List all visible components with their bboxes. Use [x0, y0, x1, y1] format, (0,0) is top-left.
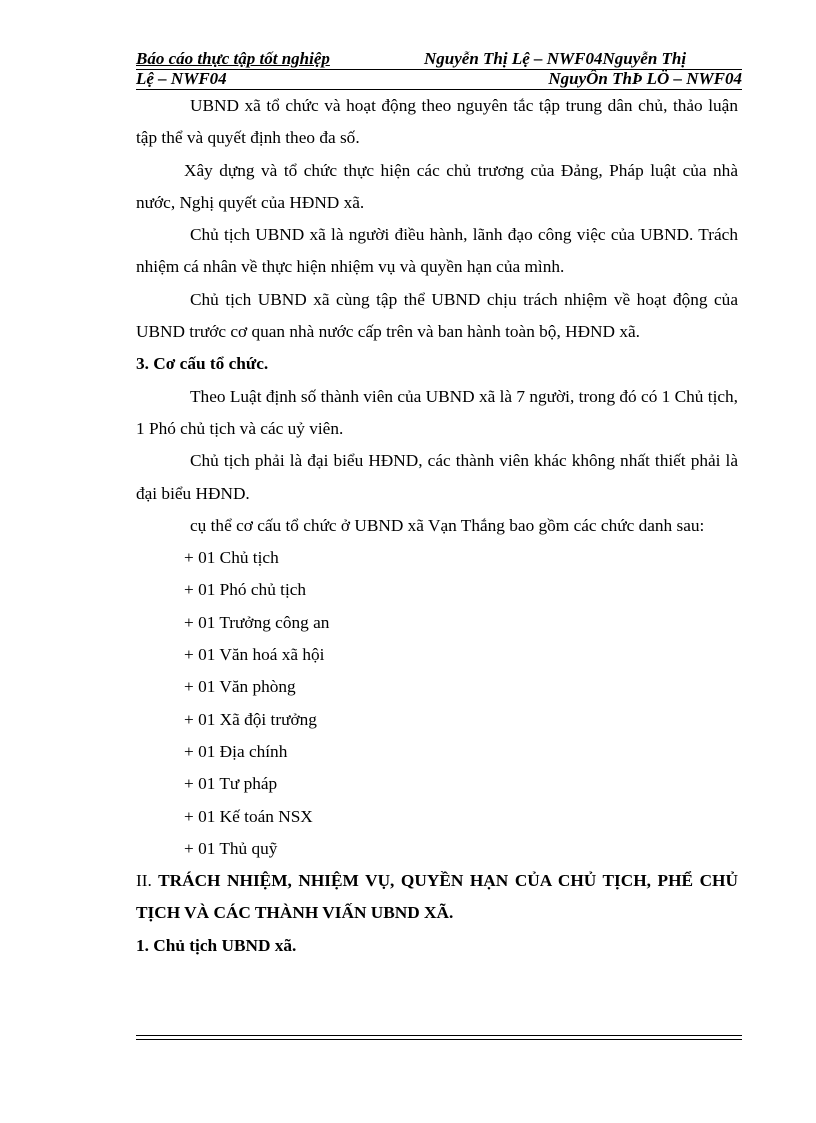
- paragraph: Chủ tịch phải là đại biểu HĐND, các thành viên khác không nhất thiết phải là đại biểu HĐND.: [136, 451, 738, 503]
- list-item: + 01 Văn hoá xã hội: [184, 645, 325, 665]
- chapter-heading-text: TRÁCH NHIỆM, NHIỆM VỤ, QUYỀN HẠN CỦA CHỦ TỊCH, PHỂ CHỦ TỊCH VÀ CÁC THÀNH VIẤN UBND XÃ.: [136, 871, 738, 923]
- header-author: Nguyễn Thị Lệ – NWF04Nguyễn Thị: [424, 49, 687, 68]
- paragraph: Xây dựng và tổ chức thực hiện các chủ trương của Đảng, Pháp luật của nhà nước, Nghị quyết của HĐND xã.: [136, 160, 738, 212]
- chapter-heading: [136, 865, 738, 930]
- header-rule: [136, 69, 742, 70]
- list-item: + 01 Địa chính: [184, 741, 288, 761]
- list-item: + 01 Trưởng công an: [184, 612, 330, 632]
- list-item: + 01 Văn phòng: [184, 677, 296, 697]
- footer-rule: [136, 1035, 742, 1036]
- list-item: + 01 Chủ tịch: [184, 548, 279, 568]
- paragraph: Theo Luật định số thành viên của UBND xã là 7 người, trong đó có 1 Chủ tịch, 1 Phó chủ tịch và các uỷ viên.: [136, 386, 738, 438]
- paragraph: Chủ tịch UBND xã là người điều hành, lãnh đạo công việc của UBND. Trách nhiệm cá nhân về thực hiện nhiệm vụ và quyền hạn của mình.: [136, 225, 738, 277]
- list-item: + 01 Tư pháp: [184, 774, 278, 794]
- subsection-heading: 1. Chủ tịch UBND xã.: [136, 935, 297, 955]
- list-item: + 01 Thủ quỹ: [184, 838, 278, 858]
- section-heading: 3. Cơ cấu tổ chức.: [136, 354, 269, 374]
- body-text: [136, 90, 738, 962]
- chapter-heading-prefix: II.: [136, 871, 152, 891]
- paragraph: cụ thể cơ cấu tổ chức ở UBND xã Vạn Thắng bao gồm các chức danh sau:: [190, 515, 705, 535]
- footer-rule: [136, 1039, 742, 1040]
- list-item: + 01 Xã đội trưởng: [184, 709, 317, 729]
- header-report-title: Báo cáo thực tập tốt nghiệp: [136, 49, 330, 68]
- paragraph: Chủ tịch UBND xã cùng tập thể UBND chịu trách nhiệm về hoạt động của UBND trước cơ quan nhà nước cấp trên và ban hành toàn bộ, HĐND xã.: [136, 289, 738, 342]
- list-item: + 01 Phó chủ tịch: [184, 580, 307, 600]
- paragraph: UBND xã tổ chức và hoạt động theo nguyên tắc tập trung dân chủ, thảo luận tập thể và quyết định theo đa số.: [136, 96, 738, 148]
- header-author-encoded: NguyÔn ThÞ LÖ – NWF04: [548, 69, 742, 88]
- list-item: + 01 Kế toán NSX: [184, 806, 313, 826]
- header-author-continued: Lệ – NWF04: [136, 69, 227, 88]
